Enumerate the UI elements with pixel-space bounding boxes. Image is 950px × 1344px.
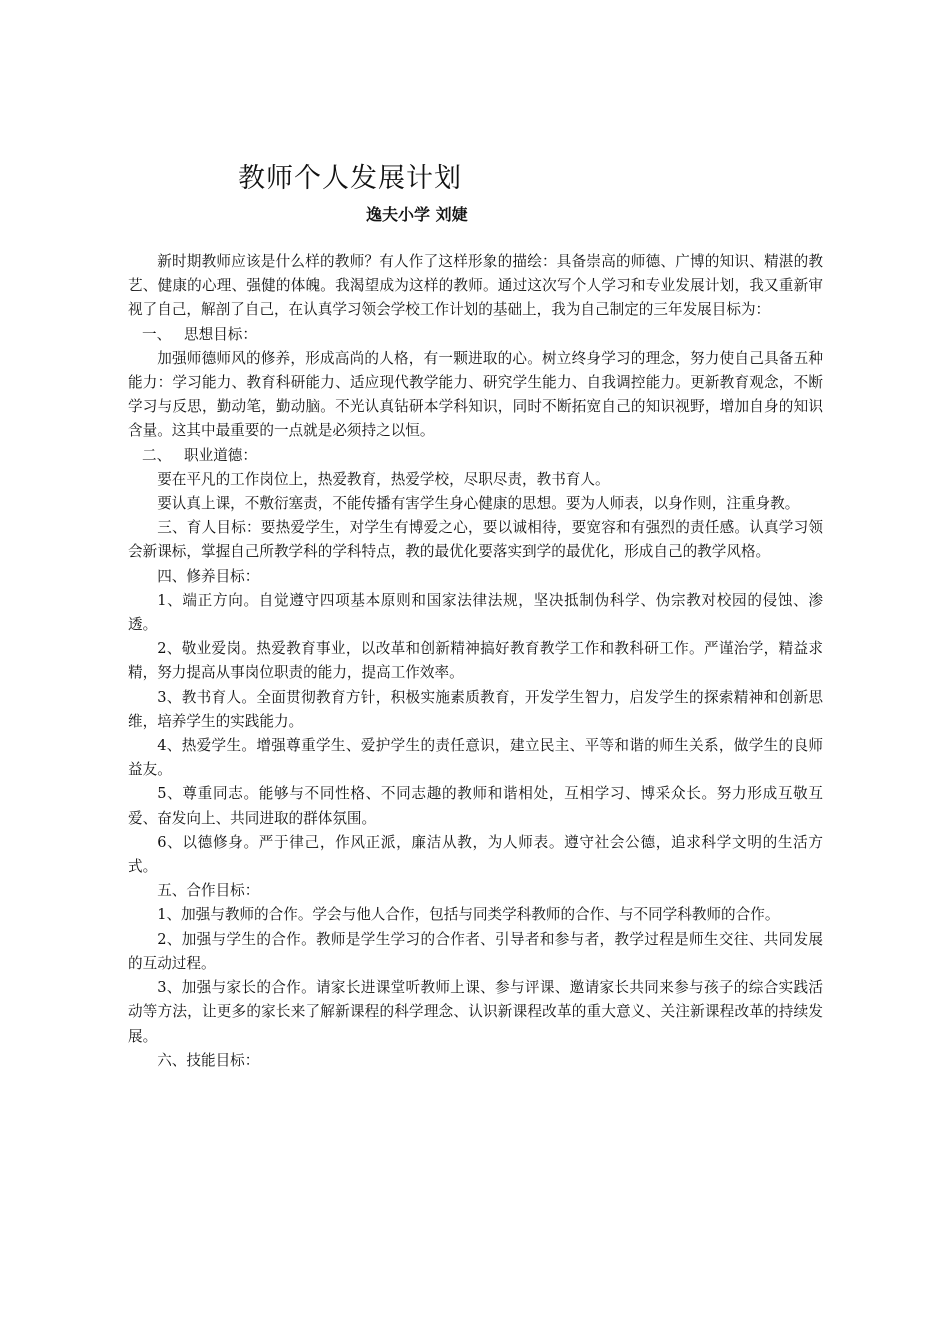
document-body <box>128 250 823 1073</box>
section-5-item: 2、加强与学生的合作。教师是学生学习的合作者、引导者和参与者，教学过程是师生交往、共同发展的互动过程。 <box>128 930 823 972</box>
section-3-paragraph: 三、育人目标：要热爱学生，对学生有博爱之心，要以诚相待，要宽容和有强烈的责任感。认真学习领会新课标，掌握自己所教学科的学科特点，教的最优化要落实到学的最优化，形成自己的教学风格。 <box>128 519 823 561</box>
section-4-item: 4、热爱学生。增强尊重学生、爱护学生的责任意识，建立民主、平等和谐的师生关系，做学生的良师益友。 <box>128 737 823 779</box>
section-5-heading: 五、合作目标： <box>157 882 260 900</box>
section-1-paragraph: 加强师德师风的修养，形成高尚的人格，有一颗进取的心。树立终身学习的理念，努力使自己具备五种能力：学习能力、教育科研能力、适应现代教学能力、研究学生能力、自我调控能力。更新教育观念，不断学习与反思，勤动笔，勤动脑。不光认真钻研本学科知识，同时不断拓宽自己的知识视野，增加自身的知识含量。这其中最重要的一点就是必须持之以恒。 <box>128 349 823 440</box>
section-5-item: 1、加强与教师的合作。学会与他人合作，包括与同类学科教师的合作、与不同学科教师的合作。 <box>157 906 780 924</box>
section-4-item: 6、以德修身。严于律己，作风正派，廉洁从教，为人师表。遵守社会公德，追求科学文明的生活方式。 <box>128 833 823 876</box>
section-2-number: 二、 <box>142 446 172 464</box>
section-4-item: 3、教书育人。全面贯彻教育方针，积极实施素质教育，开发学生智力，启发学生的探索精神和创新思维，培养学生的实践能力。 <box>128 688 823 730</box>
section-4-item: 5、尊重同志。能够与不同性格、不同志趣的教师和谐相处，互相学习、博采众长。努力形成互敬互爱、奋发向上、共同进取的群体氛围。 <box>128 785 823 827</box>
section-2-title: 职业道德： <box>184 446 257 464</box>
section-5-item: 3、加强与家长的合作。请家长进课堂听教师上课、参与评课、邀请家长共同来参与孩子的综合实践活动等方法，让更多的家长来了解新课程的科学理念、认识新课程改革的重大意义、关注新课程改革的持续发展。 <box>128 979 823 1045</box>
section-2-paragraph-1: 要在平凡的工作岗位上，热爱教育，热爱学校，尽职尽责，教书育人。 <box>157 470 610 488</box>
section-1-number: 一、 <box>142 325 172 343</box>
section-2-heading <box>128 444 823 468</box>
section-6-heading: 六、技能目标： <box>157 1051 260 1069</box>
section-4-heading: 四、修养目标： <box>157 567 260 585</box>
section-4-item: 1、端正方向。自觉遵守四项基本原则和国家法律法规，坚决抵制伪科学、伪宗教对校园的侵蚀、渗透。 <box>128 591 823 634</box>
document-author: 逸夫小学 刘婕 <box>366 205 468 224</box>
section-4-item: 2、敬业爱岗。热爱教育事业，以改革和创新精神搞好教育教学工作和教科研工作。严谨治学，精益求精，努力提高从事岗位职责的能力，提高工作效率。 <box>128 640 823 682</box>
section-1-heading <box>128 323 823 347</box>
section-2-paragraph-2: 要认真上课，不敷衍塞责，不能传播有害学生身心健康的思想。要为人师表，以身作则，注重身教。 <box>157 495 800 513</box>
intro-paragraph: 新时期教师应该是什么样的教师？有人作了这样形象的描绘：具备崇高的师德、广博的知识、精湛的教艺、健康的心理、强健的体魄。我渴望成为这样的教师。通过这次写个人学习和专业发展计划，我又重新审视了自己，解剖了自己，在认真学习领会学校工作计划的基础上，我为自己制定的三年发展目标为： <box>128 253 823 319</box>
section-1-title: 思想目标： <box>184 325 257 343</box>
document-title: 教师个人发展计划 <box>238 163 462 194</box>
